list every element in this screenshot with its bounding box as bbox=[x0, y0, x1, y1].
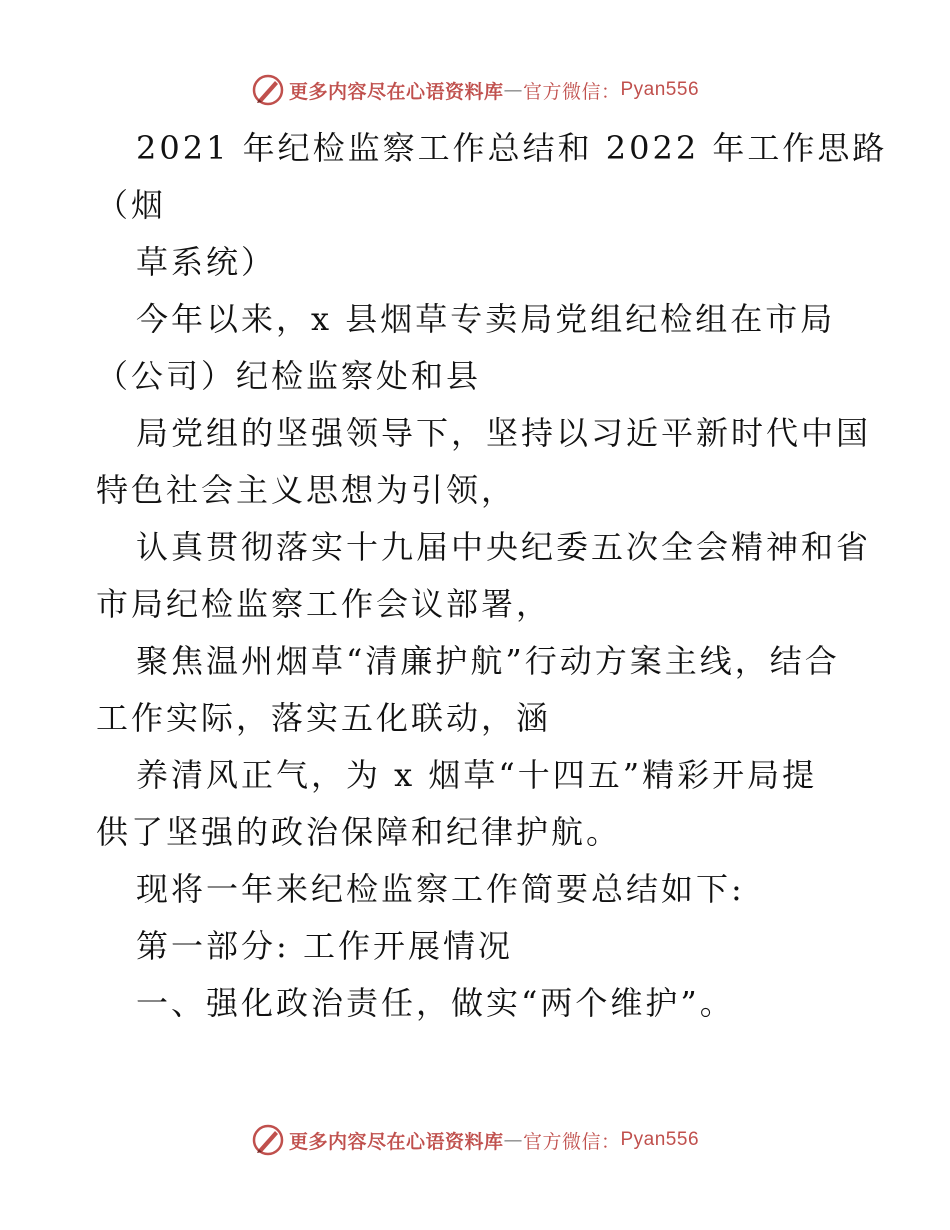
body-line-7: 聚焦温州烟草“清廉护航”行动方案主线，结合 bbox=[136, 642, 840, 680]
section-heading: 第一部分: 工作开展情况 bbox=[136, 927, 513, 965]
body-line-9: 养清风正气，为 x 烟草“十四五”精彩开局提 bbox=[136, 756, 818, 794]
watermark-separator: — bbox=[503, 79, 523, 101]
document-body bbox=[96, 120, 888, 1032]
watermark-official-label: 官方微信： bbox=[522, 1130, 621, 1153]
body-line-4: 特色社会主义思想为引领， bbox=[96, 471, 517, 509]
body-line-10: 供了坚强的政治保障和纪律护航。 bbox=[96, 813, 622, 851]
watermark-banner-top bbox=[0, 70, 950, 110]
watermark-separator: — bbox=[503, 1129, 523, 1151]
watermark-text: 更多内容尽在心语资料库 bbox=[288, 1130, 504, 1153]
watermark-text: 更多内容尽在心语资料库 bbox=[288, 80, 504, 103]
body-line-1: 今年以来，x 县烟草专卖局党组纪检组在市局 bbox=[136, 300, 836, 338]
title-line-2: （烟 bbox=[96, 186, 167, 224]
pen-logo-icon bbox=[251, 73, 285, 107]
body-line-5: 认真贯彻落实十九届中央纪委五次全会精神和省 bbox=[136, 528, 872, 566]
body-line-11: 现将一年来纪检监察工作简要总结如下: bbox=[136, 870, 745, 908]
subsection-heading: 一、强化政治责任，做实“两个维护”。 bbox=[136, 984, 735, 1022]
watermark-wechat-id: Pyan556 bbox=[620, 1129, 700, 1150]
body-line-3: 局党组的坚强领导下，坚持以习近平新时代中国 bbox=[136, 414, 872, 452]
body-line-6: 市局纪检监察工作会议部署， bbox=[96, 585, 552, 623]
watermark-wechat-id: Pyan556 bbox=[620, 79, 700, 100]
watermark-official-label: 官方微信： bbox=[522, 80, 621, 103]
body-line-2: （公司）纪检监察处和县 bbox=[96, 357, 482, 395]
body-line-8: 工作实际，落实五化联动，涵 bbox=[96, 699, 552, 737]
watermark-banner-bottom bbox=[0, 1120, 950, 1160]
pen-logo-icon bbox=[251, 1123, 285, 1157]
title-line-1: 2021 年纪检监察工作总结和 2022 年工作思路 bbox=[136, 129, 888, 167]
title-line-3: 草系统） bbox=[136, 243, 277, 281]
